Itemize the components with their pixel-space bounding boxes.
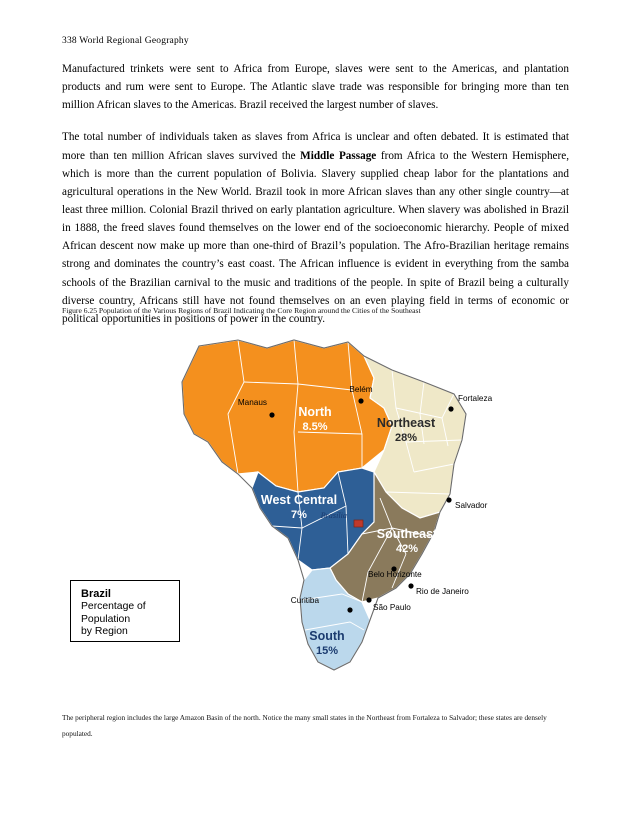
city-label-salvador: Salvador (455, 501, 488, 510)
map-legend (70, 580, 180, 642)
running-head: 338 World Regional Geography (62, 36, 189, 46)
region-percent-south: 15% (315, 645, 339, 657)
legend-line-2: Percentage of (81, 601, 146, 613)
city-label-sao-paulo: São Paulo (373, 603, 411, 612)
paragraph-2 (62, 128, 569, 328)
paragraph-1: Manufactured trinkets were sent to Africa from Europe, slaves were sent to the Americas, and plantation products and rum were sent to Europe. The Atlantic slave trade was responsible for bringing more than ten million African slaves to the Americas. Brazil received the largest number of slaves. (62, 63, 569, 112)
region-percent-southeast: 42% (395, 543, 419, 555)
city-label-curitiba: Curitiba (290, 596, 319, 605)
city-dot-salvador (446, 497, 451, 502)
region-label-southeast: Southeast (376, 527, 438, 541)
city-label-brasilia: Brasília (320, 511, 347, 520)
region-label-west-central: West Central (260, 493, 338, 507)
city-dot-rio-de-janeiro (408, 583, 413, 588)
legend-line-3: Population (81, 613, 131, 625)
region-percent-west-central: 7% (291, 509, 307, 521)
city-dot-curitiba (347, 607, 352, 612)
region-label-northeast: Northeast (376, 416, 436, 430)
legend-title: Brazil (81, 588, 111, 600)
city-label-belem: Belém (349, 385, 373, 394)
capital-marker-brasilia (354, 520, 363, 527)
region-percent-north: 8.5% (302, 421, 328, 433)
figure-note: The peripheral region includes the large Amazon Basin of the north. Notice the many small states in the Northeast from Fortaleza to Salvador; these states are densely populated. (62, 713, 547, 739)
region-percent-northeast: 28% (394, 432, 418, 444)
legend-line-4: by Region (81, 626, 128, 638)
region-label-south: South (309, 629, 345, 643)
city-dot-manaus (269, 412, 274, 417)
body-text-column (62, 60, 569, 342)
city-label-fortaleza: Fortaleza (458, 394, 493, 403)
city-dot-belem (358, 398, 363, 403)
figure-caption: Figure 6.25 Population of the Various Regions of Brazil Indicating the Core Region around the Cities of the Southeast (62, 306, 421, 315)
region-label-north: North (298, 405, 332, 419)
city-dot-fortaleza (448, 406, 453, 411)
paragraph-2-part-b: from Africa to the Western Hemisphere, which is more than the current population of Bolivia. Slavery supplied cheap labor for the plantations and agricultural operations in the New World. Brazil took in more African slaves than any other single country—at least three million. Colonial Brazil thrived on early plantation agriculture. When slavery was abolished in Brazil in 1888, the freed slaves found themselves on the lower end of the socioeconomic hierarchy. People of mixed African descent now make up more than one-third of Brazil’s population. The Afro-Brazilian heritage remains strong and dominates the country’s east coast. The African influence is evident in everything from the samba schools of the Brazilian carnival to the music and traditions of the people. In spite of Brazil being a culturally diverse country, Africans still have not found themselves on an even playing field in terms of economic or political opportunities in positions of power in the country. (62, 149, 569, 325)
city-label-manaus: Manaus (237, 398, 267, 407)
city-label-rio-de-janeiro: Rio de Janeiro (416, 587, 469, 596)
city-dot-sao-paulo (366, 597, 371, 602)
paragraph-2-part-a: The total number of individuals taken as slaves from Africa is unclear and often debated. It is estimated that more than ten million African slaves survived the (62, 131, 569, 162)
city-label-belo-horizonte: Belo Horizonte (368, 570, 422, 579)
middle-passage-emphasis: Middle Passage (300, 149, 377, 162)
figure-brazil-population-map (62, 322, 569, 697)
